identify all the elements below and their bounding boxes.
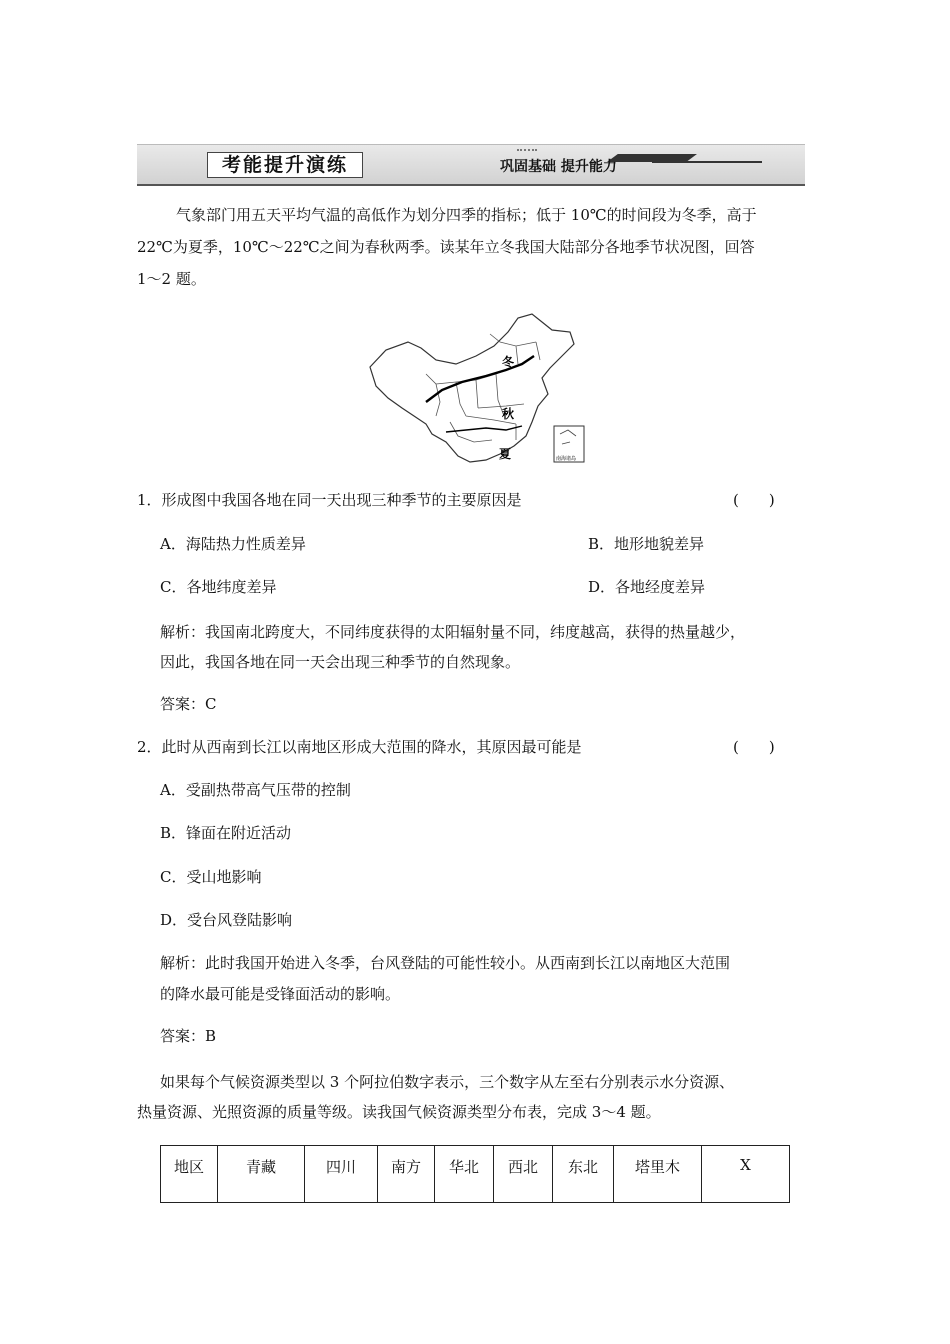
table-cell: 西北 — [494, 1146, 553, 1203]
answer-text: 答案：C — [160, 695, 217, 713]
analysis-line: 因此，我国各地在同一天会出现三种季节的自然现象。 — [160, 653, 521, 671]
table-cell: 地区 — [161, 1146, 218, 1203]
map-label-summer: 夏 — [499, 447, 512, 461]
table-cell: 南方 — [378, 1146, 435, 1203]
question-1-stem: 1．形成图中我国各地在同一天出现三种季节的主要原因是 — [137, 491, 522, 509]
section-banner — [137, 144, 805, 186]
option-b: B．锋面在附近活动 — [160, 824, 292, 842]
analysis-line: 解析：此时我国开始进入冬季，台风登陆的可能性较小。从西南到长江以南地区大范围 — [160, 954, 731, 972]
climate-resource-table — [160, 1145, 790, 1203]
inset-label: 南海诸岛 — [556, 456, 577, 462]
intro-line: 如果每个气候资源类型以 3 个阿拉伯数字表示，三个数字从左至右分别表示水分资源、 — [160, 1073, 735, 1091]
table-cell: 东北 — [553, 1146, 614, 1203]
option-d: D．各地经度差异 — [588, 578, 706, 596]
option-c: C．各地纬度差异 — [160, 578, 277, 596]
table-cell: 四川 — [305, 1146, 378, 1203]
option-a: A．海陆热力性质差异 — [160, 535, 306, 553]
answer-blank: ( ) — [733, 738, 775, 756]
banner-decoration — [517, 149, 537, 154]
answer-blank: ( ) — [733, 491, 775, 509]
intro-line: 1～2 题。 — [137, 270, 206, 288]
option-a: A．受副热带高气压带的控制 — [160, 781, 351, 799]
map-label-winter: 冬 — [502, 355, 515, 369]
intro-line: 热量资源、光照资源的质量等级。读我国气候资源类型分布表，完成 3～4 题。 — [137, 1103, 661, 1121]
table-cell: 华北 — [435, 1146, 494, 1203]
analysis-line: 的降水最可能是受锋面活动的影响。 — [160, 985, 401, 1003]
intro-line: 气象部门用五天平均气温的高低作为划分四季的指标；低于 10℃的时间段为冬季，高于 — [176, 206, 757, 224]
answer-text: 答案：B — [160, 1027, 217, 1045]
table-cell: X — [702, 1146, 790, 1203]
question-2-stem: 2．此时从西南到长江以南地区形成大范围的降水，其原因最可能是 — [137, 738, 582, 756]
china-outline — [370, 314, 577, 462]
option-b: B．地形地貌差异 — [588, 535, 705, 553]
south-china-sea-inset — [554, 426, 584, 462]
table-cell: 塔里木 — [614, 1146, 702, 1203]
section-subtitle: 巩固基础 提升能力 — [500, 159, 617, 175]
table-row — [161, 1146, 790, 1203]
option-c: C．受山地影响 — [160, 868, 262, 886]
intro-line: 22℃为夏季，10℃～22℃之间为春秋两季。读某年立冬我国大陆部分各地季节状况图，回答 — [137, 238, 755, 256]
table-cell: 青藏 — [218, 1146, 305, 1203]
option-d: D．受台风登陆影响 — [160, 911, 293, 929]
section-title: 考能提升演练 — [207, 152, 363, 178]
analysis-line: 解析：我国南北跨度大，不同纬度获得的太阳辐射量不同，纬度越高，获得的热量越少， — [160, 623, 746, 641]
map-label-autumn: 秋 — [502, 407, 515, 421]
china-season-map — [366, 312, 588, 470]
